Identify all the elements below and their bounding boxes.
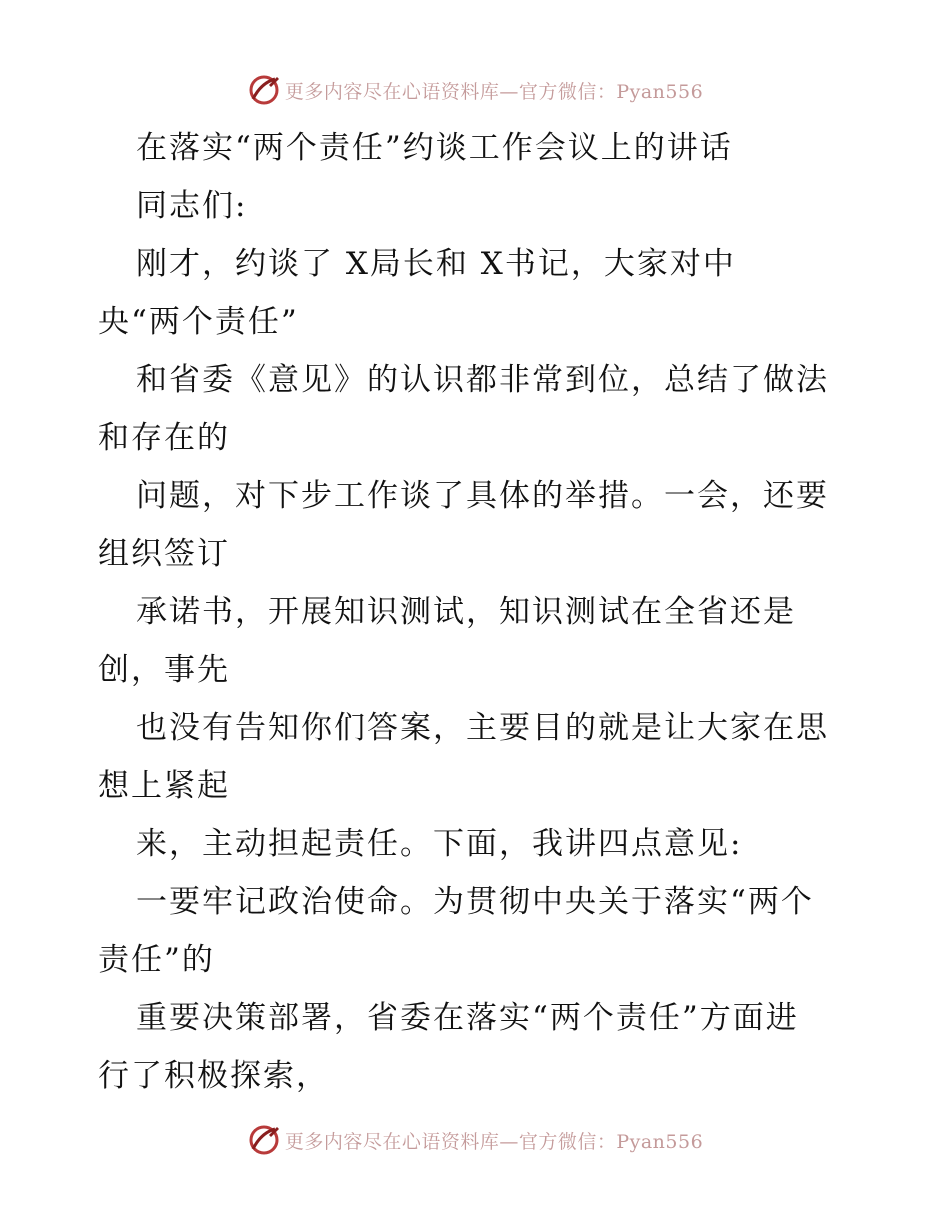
footer-watermark [0,1118,950,1162]
pen-swirl-logo-icon [247,73,281,107]
salutation: 同志们: [136,188,248,224]
text-line: 和存在的 [98,420,230,456]
text-line: 一要牢记政治使命。为贯彻中央关于落实“两个 [136,884,814,920]
text-line: 来，主动担起责任。下面，我讲四点意见: [136,826,743,862]
text-line: 问题，对下步工作谈了具体的举措。一会，还要 [136,478,829,514]
text-line: 央“两个责任” [98,304,299,340]
text-line: 也没有告知你们答案，主要目的就是让大家在思 [136,710,829,746]
text-line: 组织签订 [98,536,230,572]
watermark-text: 更多内容尽在心语资料库—官方微信：Pyan556 [284,1130,704,1153]
text-line: 承诺书，开展知识测试，知识测试在全省还是 [136,594,796,630]
text-line: 重要决策部署，省委在落实“两个责任”方面进 [136,1000,799,1036]
text-line: 想上紧起 [98,768,230,804]
watermark-text: 更多内容尽在心语资料库—官方微信：Pyan556 [284,80,704,103]
text-line: 和省委《意见》的认识都非常到位，总结了做法 [136,362,829,398]
text-line: 刚才，约谈了 X局长和 X书记，大家对中 [136,246,736,282]
document-title: 在落实“两个责任”约谈工作会议上的讲话 [136,130,733,166]
text-line: 责任”的 [98,942,215,978]
header-watermark [0,68,950,112]
text-line: 行了积极探索， [98,1058,329,1094]
pen-swirl-logo-icon [247,1123,281,1157]
text-line: 创，事先 [98,652,230,688]
